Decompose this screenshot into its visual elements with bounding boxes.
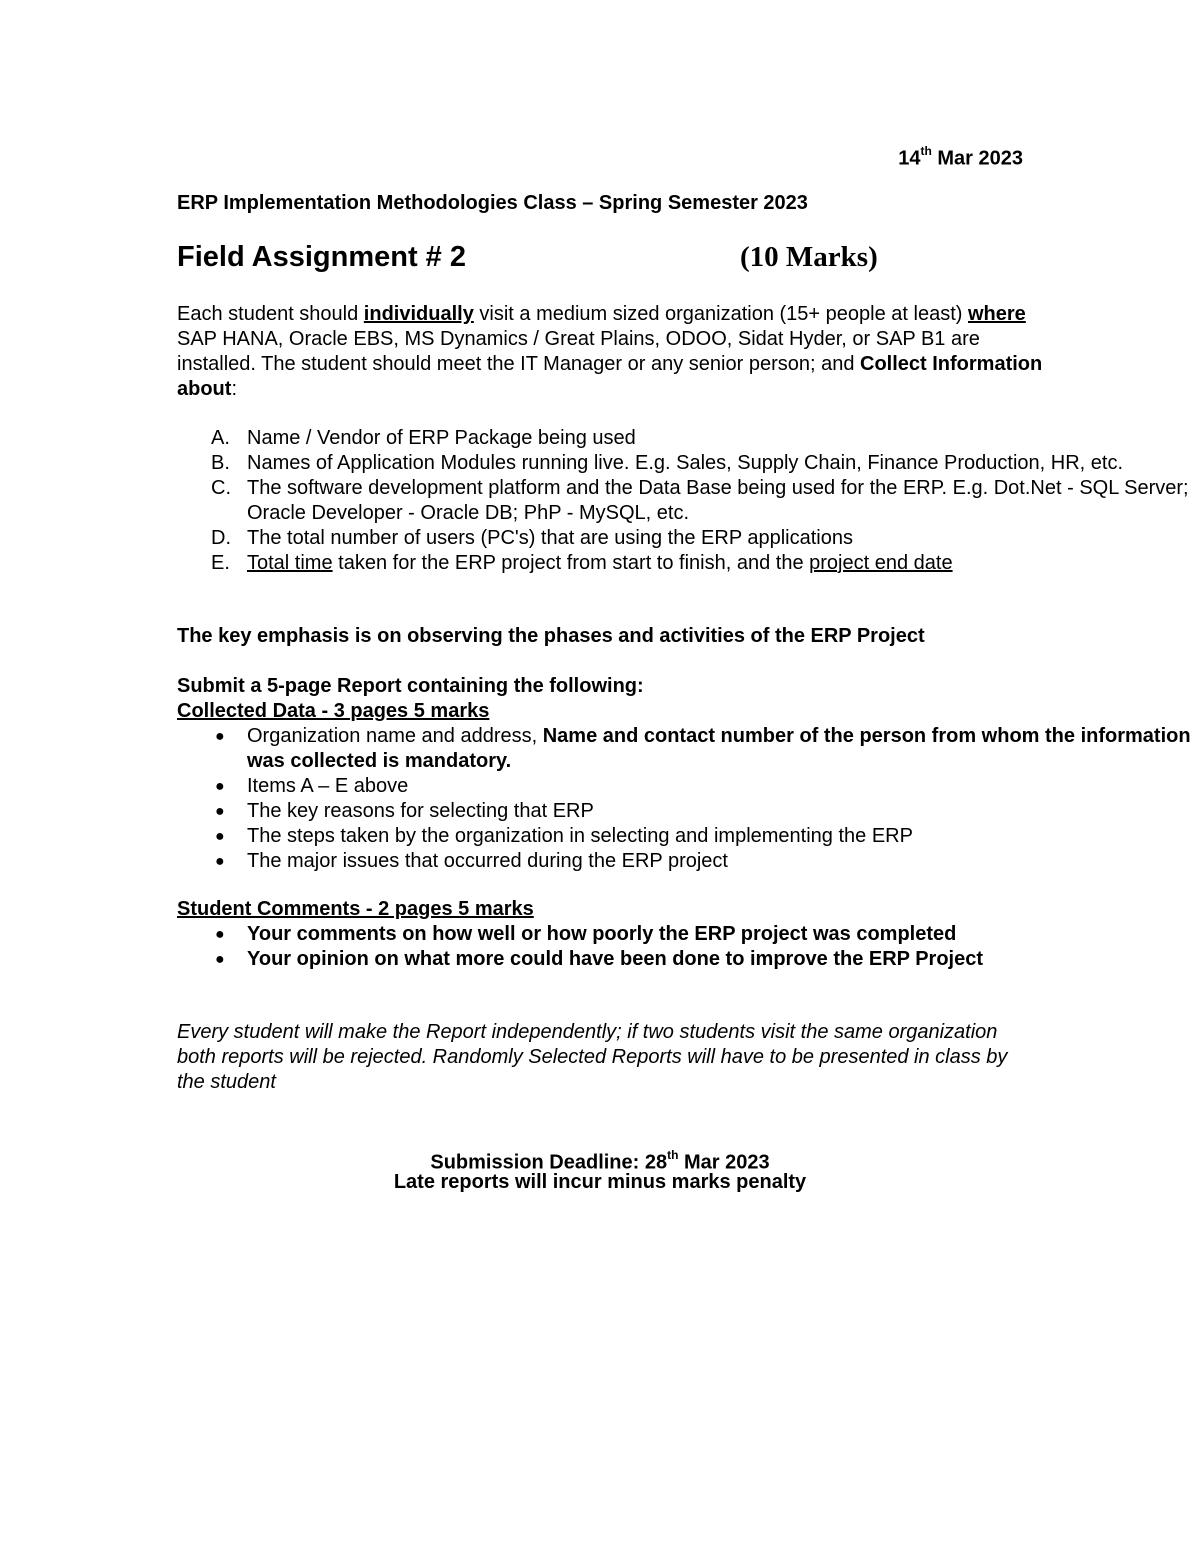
list-text: The software development platform and the Data Base being used for the ERP. E.g. Dot.Net - SQL Server; Oracle Developer - Oracle DB; PhP - MySQL, etc. bbox=[247, 477, 1189, 524]
intro-text: visit a medium sized organization (15+ people at least) bbox=[473, 303, 968, 325]
student-comments-list bbox=[177, 922, 1037, 972]
list-text-underlined: Total time bbox=[247, 552, 333, 574]
list-marker: E. bbox=[211, 552, 230, 574]
date-day: 14 bbox=[898, 147, 921, 170]
list-item bbox=[177, 426, 1200, 451]
bullet-icon: ● bbox=[215, 853, 225, 870]
deadline-label: Submission Deadline: bbox=[430, 1151, 645, 1174]
list-text: The total number of users (PC's) that are using the ERP applications bbox=[247, 527, 853, 549]
list-text: Organization name and address, bbox=[247, 725, 543, 747]
list-text: Items A – E above bbox=[247, 775, 409, 797]
list-text: The steps taken by the organization in selecting and implementing the ERP bbox=[247, 825, 913, 847]
list-item bbox=[177, 774, 1200, 799]
bullet-icon: ● bbox=[215, 778, 225, 795]
deadline-day: 28 bbox=[644, 1151, 668, 1174]
list-text-bold: Your comments on how well or how poorly the ERP project was completed bbox=[247, 923, 957, 945]
list-text: Name / Vendor of ERP Package being used bbox=[247, 427, 636, 449]
late-penalty: Late reports will incur minus marks penalty bbox=[393, 1171, 807, 1193]
bullet-icon: ● bbox=[215, 951, 225, 968]
list-marker: C. bbox=[211, 477, 231, 499]
list-text-bold: Your opinion on what more could have been done to improve the ERP Project bbox=[247, 948, 984, 970]
list-text-underlined: project end date bbox=[809, 552, 953, 574]
list-item bbox=[177, 849, 1200, 874]
intro-where: where bbox=[967, 303, 1026, 325]
list-text: taken for the ERP project from start to finish, and the bbox=[332, 552, 810, 574]
bullet-icon: ● bbox=[215, 828, 225, 845]
date-suffix: th bbox=[920, 144, 932, 158]
intro-collect: Collect Information about bbox=[177, 353, 1043, 400]
student-comments-heading: Student Comments - 2 pages 5 marks bbox=[177, 898, 534, 920]
intro-text: Each student should bbox=[177, 303, 364, 325]
course-title: ERP Implementation Methodologies Class – Spring Semester 2023 bbox=[177, 192, 808, 214]
key-emphasis: The key emphasis is on observing the phases and activities of the ERP Project bbox=[177, 625, 925, 647]
date-rest: Mar 2023 bbox=[931, 147, 1023, 170]
deadline-suffix: th bbox=[667, 1148, 679, 1162]
list-item bbox=[177, 451, 1200, 476]
collected-data-list bbox=[177, 724, 1200, 874]
list-item bbox=[177, 724, 1200, 774]
list-item bbox=[177, 947, 1037, 972]
collected-data-heading: Collected Data - 3 pages 5 marks bbox=[177, 700, 490, 722]
list-text: The major issues that occurred during the ERP project bbox=[247, 850, 728, 872]
list-marker: A. bbox=[211, 427, 230, 449]
list-item bbox=[177, 476, 1200, 526]
bullet-icon: ● bbox=[215, 728, 225, 745]
date bbox=[0, 141, 1023, 172]
bullet-icon: ● bbox=[215, 926, 225, 943]
deadline-rest: Mar 2023 bbox=[678, 1151, 770, 1174]
list-item bbox=[177, 824, 1200, 849]
list-item bbox=[177, 922, 1037, 947]
assignment-marks: (10 Marks) bbox=[740, 241, 878, 273]
intro-text: : bbox=[231, 378, 237, 400]
info-list bbox=[177, 426, 1200, 576]
list-text-bold: Name and contact number of the person from whom the information was collected is mandatory. bbox=[247, 725, 1191, 772]
independence-note: Every student will make the Report independently; if two students visit the same organization both reports will be rejected. Randomly Selected Reports will have to be presented in class by the student bbox=[177, 1021, 1008, 1093]
bullet-icon: ● bbox=[215, 803, 225, 820]
assignment-title: Field Assignment # 2 bbox=[177, 241, 466, 273]
list-marker: B. bbox=[211, 452, 230, 474]
intro-text: SAP HANA, Oracle EBS, MS Dynamics / Great Plains, ODOO, Sidat Hyder, or SAP B1 are installed. The student should meet the IT Manager or any senior person; and bbox=[177, 328, 980, 375]
list-marker: D. bbox=[211, 527, 231, 549]
list-text: Names of Application Modules running live. E.g. Sales, Supply Chain, Finance Production, HR, etc. bbox=[247, 452, 1124, 474]
intro-paragraph bbox=[177, 302, 1047, 402]
submit-heading: Submit a 5-page Report containing the following: bbox=[177, 675, 644, 697]
list-item bbox=[177, 551, 1200, 576]
intro-individually: individually bbox=[363, 303, 474, 325]
list-item bbox=[177, 526, 1200, 551]
list-item bbox=[177, 799, 1200, 824]
list-text: The key reasons for selecting that ERP bbox=[247, 800, 594, 822]
